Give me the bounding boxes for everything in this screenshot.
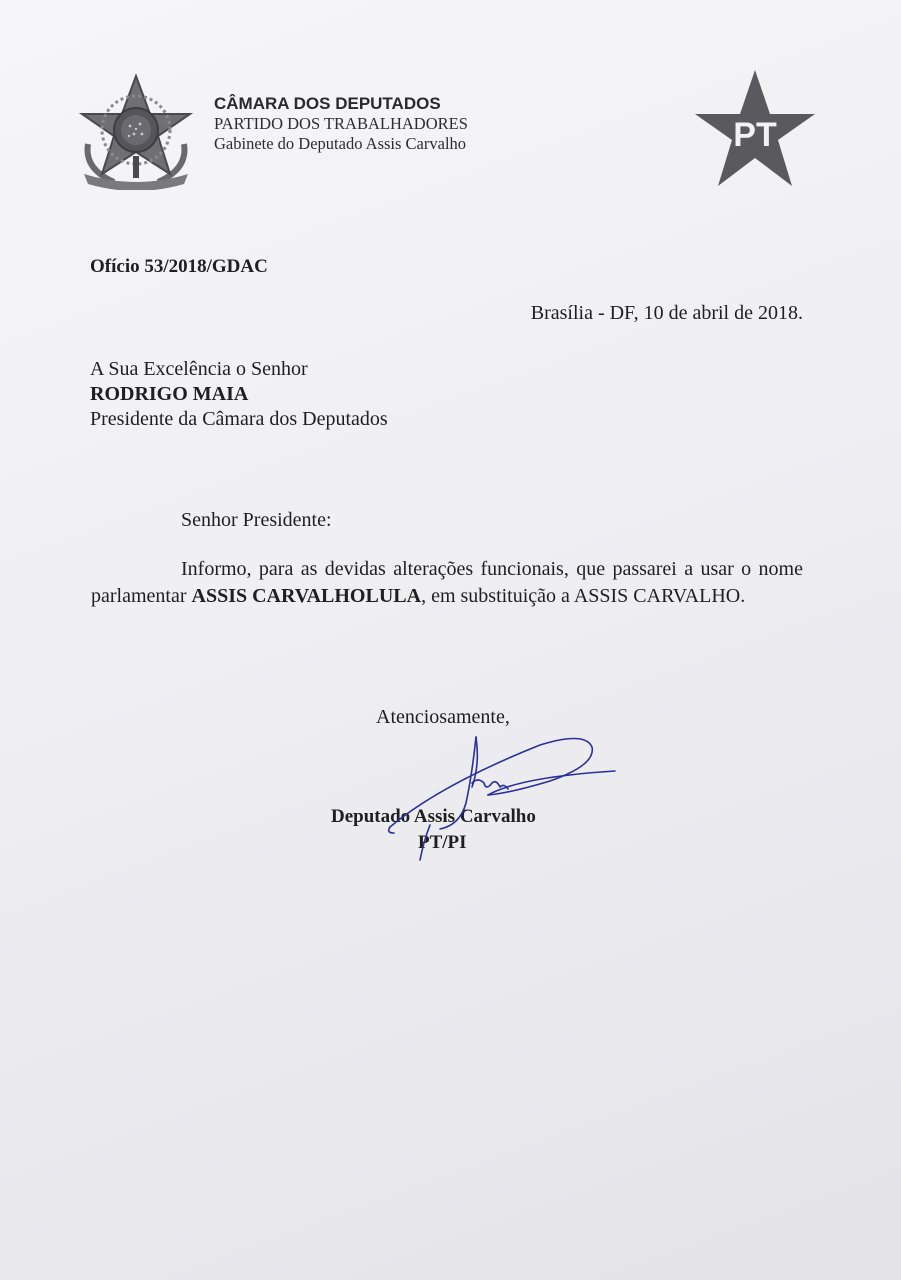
addressee-title: Presidente da Câmara dos Deputados [90,408,388,430]
date-line: Brasília - DF, 10 de abril de 2018. [530,302,803,324]
document-number: Ofício 53/2018/GDAC [90,256,268,277]
new-parliamentary-name: ASSIS CARVALHOLULA [191,585,422,607]
signer-name: Deputado Assis Carvalho [331,806,536,827]
pt-logo-text: PT [733,116,777,154]
brazil-coat-of-arms-icon [74,74,198,190]
addressee-name: RODRIGO MAIA [90,383,249,405]
addressee-honorific: A Sua Excelência o Senhor [90,358,308,380]
signer-party-state: PT/PI [418,832,467,853]
institution-name: CÂMARA DOS DEPUTADOS [214,94,441,113]
party-name: PARTIDO DOS TRABALHADORES [214,114,468,133]
body-text-start: Informo, para as devidas alterações funcionais, que passarei a usar o nome parlamentar [91,558,803,607]
pt-star-icon [694,68,816,190]
body-paragraph [91,556,803,610]
addressee-block [90,357,388,432]
handwritten-signature [380,725,625,865]
office-name: Gabinete do Deputado Assis Carvalho [214,134,467,153]
letterhead [214,94,468,154]
closing: Atenciosamente, [376,706,510,728]
body-text-end: , em substituição a ASSIS CARVALHO. [421,585,746,607]
salutation: Senhor Presidente: [181,509,332,531]
